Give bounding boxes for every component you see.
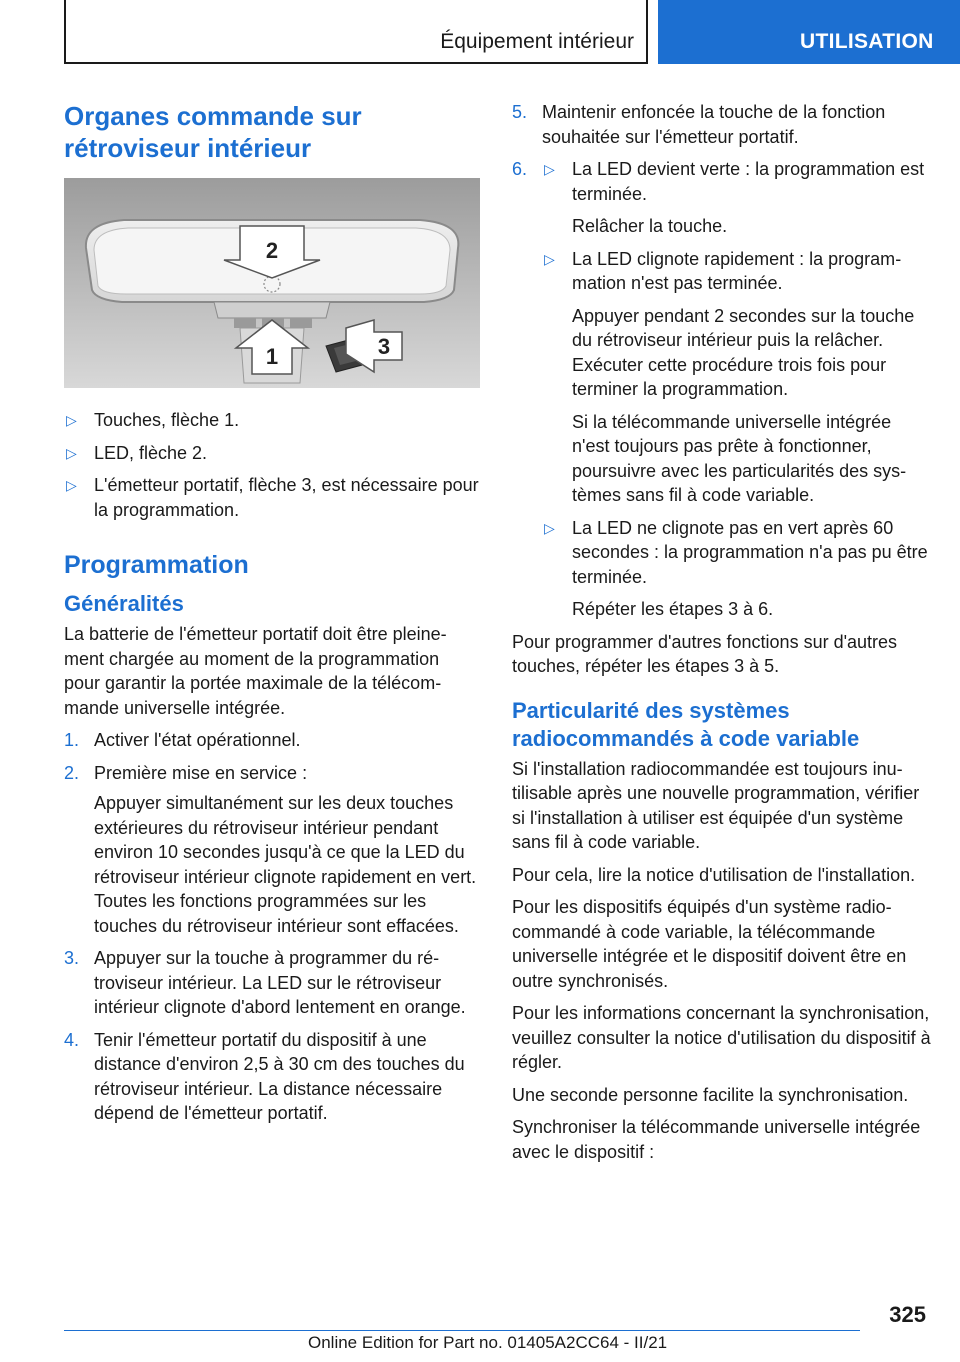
- header-chapter-tab: [658, 0, 960, 64]
- list-item: [542, 157, 932, 239]
- step-item: [512, 100, 932, 149]
- page-number: 325: [889, 1302, 926, 1327]
- triangle-bullet-icon: ▷: [66, 444, 77, 461]
- paragraph: Si l'installation radiocommandée est toujours inutilisable après une nouvelle programmation, vérifier si l'installation à utiliser est équipée d'un système sans fil à code variable.: [512, 758, 920, 852]
- mirror-drawing: [64, 178, 480, 388]
- list-item-subtext: Si la télécommande universelle intégrée n'est toujours pas prête à fonctionner, poursuivre avec les particularités des systèmes sans fil à code variable.: [572, 411, 907, 505]
- step-number: 1.: [64, 730, 80, 750]
- right-column: [512, 100, 932, 1172]
- list-item-text: La LED ne clignote pas en vert après 60 secondes : la programmation n'a pas pu être terminée.: [572, 517, 928, 587]
- list-item-text: La LED devient verte : la programmation est terminée.: [572, 159, 925, 204]
- step-number: 4.: [64, 1029, 80, 1050]
- list-item-subtext: Appuyer pendant 2 secondes sur la touche du rétroviseur intérieur puis la relâcher. Exécuter cette procédure trois fois pour terminer la programmation.: [572, 305, 915, 399]
- step-item: [64, 761, 480, 939]
- figure-label-1: 1: [265, 344, 279, 369]
- section-title: Programmation: [64, 551, 249, 579]
- paragraph: Pour les dispositifs équipés d'un système radiocommandé à code variable, la télécommande universelle intégrée et le dispositif doivent être en outre synchronisés.: [512, 897, 907, 991]
- intro-paragraph: La batterie de l'émetteur portatif doit être pleinement chargée au moment de la programmation pour garantir la portée maximale de la télécommande universelle intégrée.: [64, 624, 447, 718]
- triangle-bullet-icon: ▷: [66, 412, 77, 428]
- step-item: [64, 946, 480, 1020]
- list-item-subtext: Relâcher la touche.: [572, 216, 728, 236]
- page-title: Organes commande sur rétroviseur intérieur: [64, 101, 362, 163]
- subsection-title: Généralités: [64, 591, 184, 616]
- footer-divider: [64, 1330, 860, 1331]
- programming-steps: [64, 728, 480, 1126]
- step-text: Activer l'état opérationnel.: [94, 730, 301, 750]
- paragraph: Pour cela, lire la notice d'utilisation de l'installation.: [512, 864, 916, 885]
- step-number: 6.: [512, 159, 528, 179]
- list-item: [542, 247, 932, 508]
- programming-steps-continued: [512, 100, 932, 622]
- paragraph: Pour les informations concernant la synchronisation, veuillez consulter la notice d'utilisation du dispositif à régler.: [512, 1003, 931, 1072]
- led-status-list: [542, 157, 932, 622]
- list-item: [64, 441, 480, 466]
- paragraph: Synchroniser la télécommande universelle intégrée avec le dispositif :: [512, 1117, 921, 1162]
- triangle-bullet-icon: ▷: [66, 477, 77, 493]
- triangle-bullet-icon: ▷: [544, 250, 555, 267]
- header-chapter-title: UTILISATION: [800, 30, 934, 53]
- step-number: 2.: [64, 762, 80, 783]
- after-steps-paragraph: Pour programmer d'autres fonctions sur d'autres touches, répéter les étapes 3 à 5.: [512, 631, 898, 676]
- step-number: 3.: [64, 948, 80, 968]
- paragraph: Une seconde personne facilite la synchronisation.: [512, 1084, 909, 1105]
- edition-info: Online Edition for Part no. 01405A2CC64 - II/21: [308, 1333, 668, 1352]
- list-item: [64, 473, 480, 522]
- step-number: 5.: [512, 102, 528, 122]
- header-section-box: [64, 0, 648, 64]
- step-item: [64, 1028, 480, 1126]
- list-item-text: LED, flèche 2.: [94, 442, 208, 463]
- step-subtext: Appuyer simultanément sur les deux touches extérieures du rétroviseur intérieur pendant environ 10 secondes jusqu'à ce que la LED du rétroviseur intérieur clignote rapidement en vert. Toutes les fonctions programmées sur les touches du rétroviseur intérieur sont effacées.: [94, 793, 477, 936]
- triangle-bullet-icon: ▷: [544, 161, 555, 177]
- figure-label-3: 3: [377, 334, 391, 359]
- step-item: [512, 157, 932, 622]
- figure-label-2: 2: [265, 238, 279, 263]
- list-item-text: L'émetteur portatif, flèche 3, est nécessaire pour la programmation.: [94, 475, 479, 520]
- triangle-bullet-icon: ▷: [544, 519, 555, 536]
- step-text: Première mise en service :: [94, 762, 308, 783]
- control-list: [64, 408, 480, 522]
- mirror-illustration: [64, 178, 480, 388]
- list-item-text: La LED clignote rapidement : la programmation n'est pas terminée.: [572, 248, 902, 293]
- list-item-text: Touches, flèche 1.: [94, 410, 240, 430]
- step-text: Maintenir enfoncée la touche de la fonction souhaitée sur l'émetteur portatif.: [542, 102, 886, 147]
- page-header: [0, 0, 960, 66]
- step-text: Tenir l'émetteur portatif du dispositif à une distance d'environ 2,5 à 30 cm des touches du rétroviseur intérieur. La distance nécessaire dépend de l'émetteur portatif.: [94, 1029, 465, 1123]
- step-text: Appuyer sur la touche à programmer du rétroviseur intérieur. La LED sur le rétroviseur intérieur clignote d'abord lentement en orange.: [94, 948, 466, 1017]
- header-section-title: Équipement intérieur: [440, 30, 634, 53]
- subsection-title: Particularité des systèmes radiocommandés à code variable: [512, 697, 860, 751]
- list-item: [542, 516, 932, 622]
- left-column: [64, 100, 480, 1134]
- list-item: [64, 408, 480, 433]
- list-item-subtext: Répéter les étapes 3 à 6.: [572, 599, 774, 619]
- step-item: [64, 728, 480, 753]
